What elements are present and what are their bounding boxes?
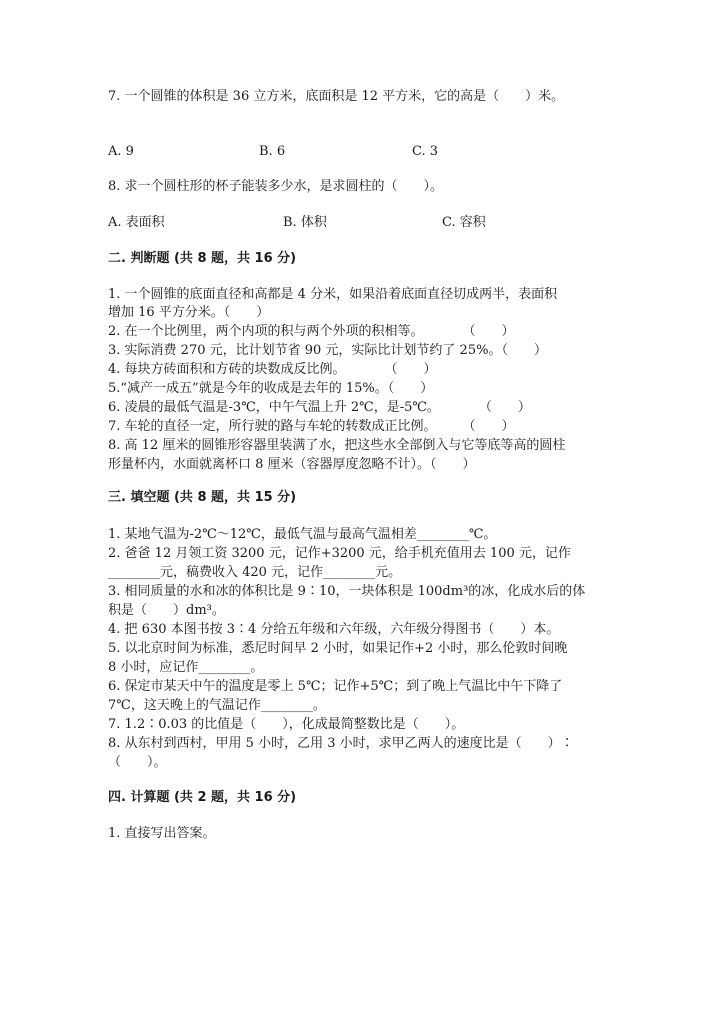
section-4-title: 四. 计算题 (共 2 题，共 16 分) (108, 790, 297, 805)
calc-line: 1. 直接写出答案。 (108, 826, 216, 841)
q8-option-c: C. 容积 (442, 215, 486, 230)
tf-line: 8. 高 12 厘米的圆锥形容器里装满了水，把这些水全部倒入与它等底等高的圆柱 (108, 438, 566, 453)
tf-line: 4. 每块方砖面积和方砖的块数成反比例。 （ ） (108, 362, 437, 377)
q8-option-a: A. 表面积 (108, 215, 165, 230)
fill-line: 7. 1.2∶0.03 的比值是（ ），化成最简整数比是（ ）。 (108, 717, 465, 732)
fill-line: 积是（ ）dm³。 (108, 603, 225, 618)
tf-line: 形量杯内，水面就离杯口 8 厘米（容器厚度忽略不计）。（ ） (108, 457, 476, 472)
fill-line: 3. 相同质量的水和冰的体积比是 9∶10，一块体积是 100dm³的冰，化成水后的体 (108, 584, 586, 599)
fill-line: 1. 某地气温为-2℃～12℃，最低气温与最高气温相差________℃。 (108, 527, 497, 542)
tf-line: 7. 车轮的直径一定，所行驶的路与车轮的转数成正比例。 （ ） (108, 419, 515, 434)
q7-option-a: A. 9 (108, 144, 134, 159)
fill-line: ________元，稿费收入 420 元，记作________元。 (108, 565, 402, 580)
section-2-title: 二. 判断题 (共 8 题，共 16 分) (108, 251, 297, 266)
tf-line: 3. 实际消费 270 元，比计划节省 90 元，实际比计划节约了 25%。（ ） (108, 343, 547, 358)
section-3-title: 三. 填空题 (共 8 题，共 15 分) (108, 490, 297, 505)
fill-line: 7℃，这天晚上的气温记作________。 (108, 698, 326, 713)
fill-line: 6. 保定市某天中午的温度是零上 5℃；记作+5℃；到了晚上气温比中午下降了 (108, 679, 563, 694)
q7-option-b: B. 6 (259, 144, 286, 159)
tf-line: 6. 凌晨的最低气温是-3℃，中午气温上升 2℃，是-5℃。 （ ） (108, 400, 531, 415)
q8-option-b: B. 体积 (283, 215, 327, 230)
question-8-text: 8. 求一个圆柱形的杯子能装多少水，是求圆柱的（ ）。 (108, 179, 444, 194)
fill-line: 8. 从东村到西村，甲用 5 小时，乙用 3 小时，求甲乙两人的速度比是（ ）∶ (108, 736, 574, 751)
fill-line: 8 小时，应记作________。 (108, 660, 264, 675)
fill-line: 5. 以北京时间为标准，悉尼时间早 2 小时，如果记作+2 小时，那么伦敦时间晚 (108, 641, 568, 656)
fill-line: 2. 爸爸 12 月领工资 3200 元，记作+3200 元，给手机充值用去 100 元，记作 (108, 546, 571, 561)
tf-line: 增加 16 平方分米。（ ） (108, 305, 270, 320)
tf-line: 1. 一个圆锥的底面直径和高都是 4 分米，如果沿着底面直径切成两半，表面积 (108, 287, 558, 302)
fill-line: 4. 把 630 本图书按 3∶4 分给五年级和六年级，六年级分得图书（ ）本。 (108, 622, 560, 637)
fill-line: （ ）。 (108, 755, 167, 770)
tf-line: 2. 在一个比例里，两个内项的积与两个外项的积相等。 （ ） (108, 324, 515, 339)
tf-line: 5.“减产一成五”就是今年的收成是去年的 15%。（ ） (108, 381, 434, 396)
question-7-text: 7. 一个圆锥的体积是 36 立方米，底面积是 12 平方米，它的高是（ ）米。 (108, 89, 565, 104)
q7-option-c: C. 3 (412, 144, 439, 159)
